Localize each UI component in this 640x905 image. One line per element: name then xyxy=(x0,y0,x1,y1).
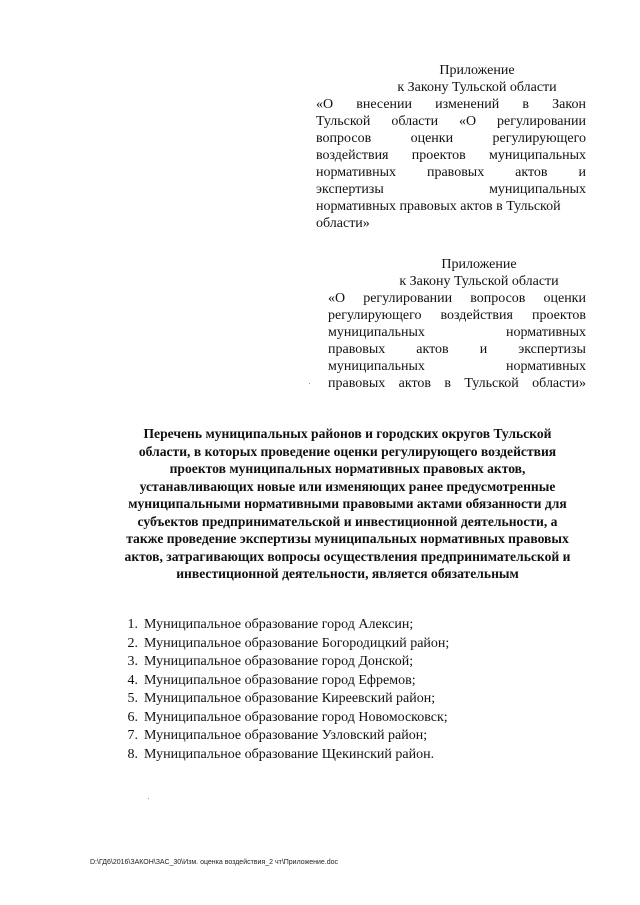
appendix1-word: и xyxy=(578,165,586,180)
list-item-number: 2. xyxy=(127,635,138,651)
appendix-1-subtitle: к Закону Тульской области xyxy=(397,80,557,95)
appendix-2-title: Приложение xyxy=(441,257,517,272)
appendix1-line xyxy=(316,215,586,232)
appendix-1-body xyxy=(316,96,586,232)
appendix2-word: актов xyxy=(416,342,449,357)
appendix1-word: правовых xyxy=(426,165,485,180)
appendix2-word: «О xyxy=(328,291,346,306)
appendix2-line xyxy=(328,290,586,307)
appendix2-word: Тульской xyxy=(464,376,519,391)
scan-speck xyxy=(309,383,310,384)
list-item xyxy=(116,746,449,765)
heading-line: субъектов предпринимательской и инвестиционной деятельности, а xyxy=(137,513,558,529)
heading-line: инвестиционной деятельности, является обязательным xyxy=(176,566,519,581)
appendix2-word: в xyxy=(444,376,451,391)
list-item xyxy=(116,690,449,709)
appendix2-word: регулирующего xyxy=(328,308,422,323)
document-heading xyxy=(110,425,585,583)
list-item xyxy=(116,672,449,691)
appendix1-line xyxy=(316,164,586,181)
list-item-number: 8. xyxy=(127,746,138,762)
appendix2-word: экспертизы xyxy=(518,342,586,357)
appendix1-line xyxy=(316,181,586,198)
heading-line: муниципальными нормативными правовыми актами обязанности для xyxy=(128,496,567,511)
appendix-2 xyxy=(328,256,586,392)
list-item xyxy=(116,709,449,728)
appendix1-word: регулировании xyxy=(497,114,586,129)
appendix1-word: регулирующего xyxy=(492,131,586,146)
appendix2-line xyxy=(328,375,586,392)
appendix1-word: Тульской xyxy=(316,114,371,129)
appendix2-word: правовых xyxy=(328,342,386,357)
appendix1-word: области» xyxy=(316,216,370,231)
list-item-number: 5. xyxy=(127,691,138,706)
appendix1-line xyxy=(316,147,586,164)
list-item-number: 6. xyxy=(127,709,138,725)
list-item xyxy=(116,635,449,654)
appendix1-word: области xyxy=(391,114,439,129)
appendix1-line xyxy=(316,96,586,113)
appendix2-word: регулировании xyxy=(363,291,453,306)
appendix2-word: муниципальных xyxy=(328,325,425,340)
appendix2-word: вопросов xyxy=(470,291,526,306)
appendix2-line xyxy=(328,358,586,375)
appendix2-word: актов xyxy=(398,376,431,391)
heading-line: устанавливающих новые или изменяющих ранее предусмотренные xyxy=(139,478,556,494)
list-item-text: Муниципальное образование город Новомосковск; xyxy=(144,709,448,725)
appendix-1-title: Приложение xyxy=(439,63,515,78)
list-item-text: Муниципальное образование город Донской; xyxy=(144,654,414,669)
list-item xyxy=(116,727,449,746)
heading-line: проектов муниципальных нормативных правовых актов, xyxy=(169,461,526,476)
appendix1-word: экспертизы xyxy=(316,182,384,197)
appendix1-word: проектов xyxy=(411,148,466,163)
list-item-number: 7. xyxy=(127,728,138,743)
scan-speck xyxy=(148,798,149,799)
appendix1-word: внесении xyxy=(356,97,413,112)
appendix-2-subtitle: к Закону Тульской области xyxy=(399,274,559,289)
appendix1-word: оценки xyxy=(410,131,454,146)
list-item-text: Муниципальное образование город Алексин; xyxy=(144,617,414,632)
appendix1-word: «О xyxy=(316,97,334,112)
appendix2-word: оценки xyxy=(543,291,586,306)
appendix2-word: нормативных xyxy=(505,359,586,374)
appendix1-word: в xyxy=(522,97,530,112)
list-item xyxy=(116,616,449,635)
appendix-2-body xyxy=(328,290,586,392)
appendix2-line xyxy=(328,324,586,341)
list-item-number: 4. xyxy=(127,672,138,688)
appendix1-word: муниципальных xyxy=(489,182,586,197)
list-item-number: 1. xyxy=(127,617,138,632)
appendix1-word: вопросов xyxy=(316,131,372,146)
appendix1-word: Закон xyxy=(552,97,586,112)
appendix1-line xyxy=(316,130,586,147)
heading-line: области, в которых проведение оценки регулирующего воздействия xyxy=(138,443,557,459)
appendix2-word: проектов xyxy=(531,308,586,323)
appendix1-word: изменений xyxy=(435,97,500,112)
appendix2-word: воздействия xyxy=(440,308,513,323)
appendix2-word: области» xyxy=(532,376,586,391)
list-item xyxy=(116,653,449,672)
appendix1-line xyxy=(316,198,586,215)
appendix2-line xyxy=(328,307,586,324)
list-item-text: Муниципальное образование город Ефремов; xyxy=(144,672,416,688)
list-item-text: Муниципальное образование Киреевский район; xyxy=(144,691,436,706)
list-item-text: Муниципальное образование Богородицкий район; xyxy=(144,635,450,651)
appendix2-line xyxy=(328,341,586,358)
appendix1-line xyxy=(316,113,586,130)
heading-line: также проведение экспертизы муниципальных нормативных правовых xyxy=(126,531,569,546)
list-item-text: Муниципальное образование Узловский район; xyxy=(144,728,428,743)
appendix1-word: «О xyxy=(459,114,477,129)
list-item-text: Муниципальное образование Щекинский район. xyxy=(144,746,435,762)
appendix2-word: нормативных xyxy=(505,325,586,340)
appendix1-word: муниципальных xyxy=(489,148,586,163)
file-path-footer: D:\ГД6\2016\ЗАКОН\ЗАС_30\Изм. оценка воздействия_2 чт\Приложение.doc xyxy=(90,859,339,866)
appendix2-word: и xyxy=(479,342,488,357)
appendix1-word: актов xyxy=(515,165,548,180)
list-item-number: 3. xyxy=(127,654,138,669)
heading-line: актов, затрагивающих вопросы осуществления предпринимательской и xyxy=(124,548,571,564)
heading-line: Перечень муниципальных районов и городских округов Тульской xyxy=(143,426,552,441)
appendix-1 xyxy=(316,62,586,232)
appendix2-word: муниципальных xyxy=(328,359,425,374)
appendix1-word: нормативных правовых актов в Тульской xyxy=(316,199,561,214)
municipality-list xyxy=(116,616,449,764)
appendix1-word: нормативных xyxy=(316,165,397,180)
appendix1-word: воздействия xyxy=(316,148,389,163)
appendix2-word: правовых xyxy=(328,376,386,391)
